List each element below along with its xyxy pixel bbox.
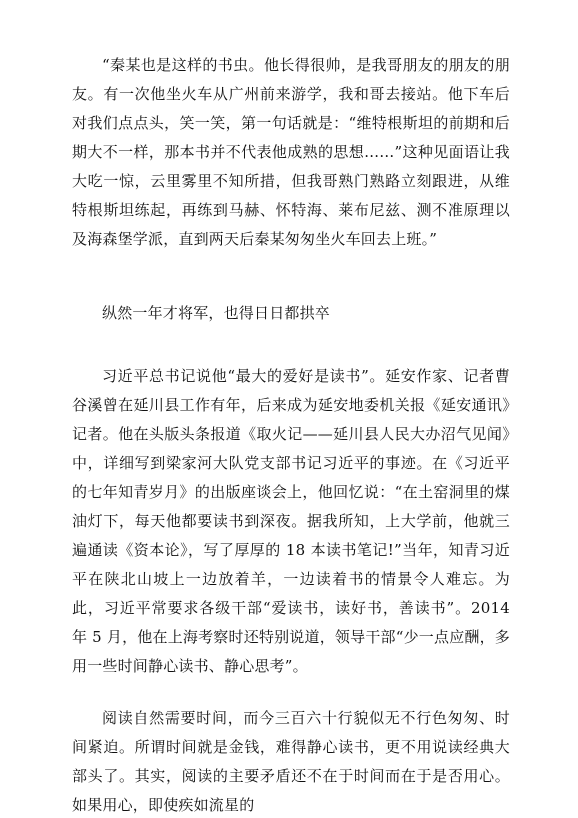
section-heading: 纵然一年才将军，也得日日都拱卒 (102, 304, 331, 322)
paragraph-qin-anecdote: “秦某也是这样的书虫。他长得很帅，是我哥朋友的朋友的朋友。有一次他坐火车从广州前来游学，我和哥去接站。他下车后对我们点点头，笑一笑，第一句话就是：“维特根斯坦的前期和后期大不一样，那本书并不代表他成熟的思想……”这种见面语让我大吃一惊，云里雾里不知所措，但我哥熟门熟路立刻跟进，从维特根斯坦练起，再练到马赫、怀特海、莱布尼兹、测不准原理以及海森堡学派，直到两天后秦某匆匆坐火车回去上班。” (72, 56, 510, 248)
paragraph-reading-time: 阅读自然需要时间，而今三百六十行貌似无不行色匆匆、时间紧迫。所谓时间就是金钱，难得静心读书，更不用说读经典大部头了。其实，阅读的主要矛盾还不在于时间而在于是否用心。如果用心，即使疾如流星的 (72, 709, 510, 814)
paragraph-reading-hobby: 习近平总书记说他“最大的爱好是读书”。延安作家、记者曹谷溪曾在延川县工作有年，后来成为延安地委机关报《延安通讯》记者。他在头版头条报道《取火记——延川县人民大办沼气见闻》中，详细写到梁家河大队党支部书记习近平的事迹。在《习近平的七年知青岁月》的出版座谈会上，他回忆说：“在土窑洞里的煤油灯下，每天他都要读书到深夜。据我所知，上大学前，他就三遍通读《资本论》，写了厚厚的 18 本读书笔记!”当年，知青习近平在陕北山坡上一边放着羊，一边读着书的情景令人难忘。为此，习近平常要求各级干部“爱读书，读好书，善读书”。2014 年 5 月，他在上海考察时还特别说道，领导干部“少一点应酬，多用一些时间静心读书、静心思考”。 (72, 367, 510, 675)
